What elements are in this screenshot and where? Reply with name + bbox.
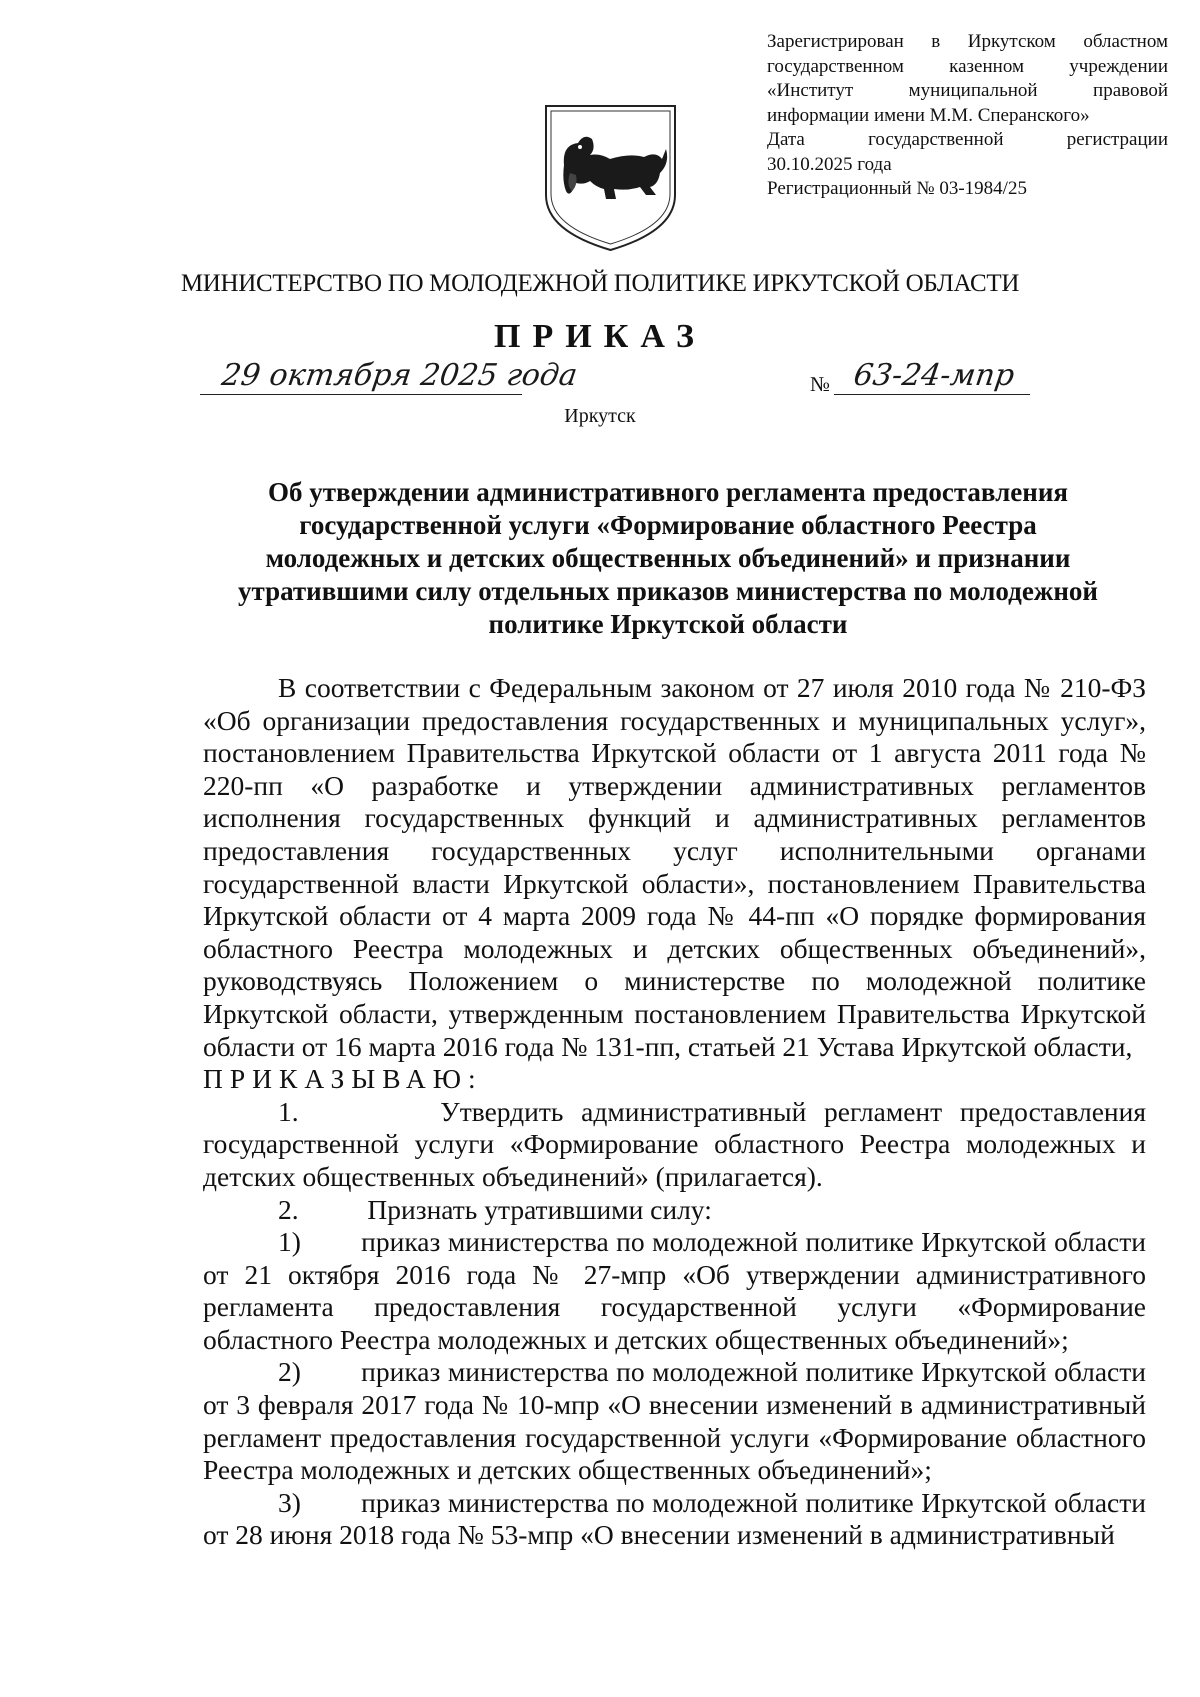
- sub-item-marker: 2): [278, 1356, 301, 1388]
- sub-item: [203, 1226, 1146, 1356]
- sub-item-marker: 3): [278, 1486, 301, 1518]
- item-marker: 1.: [278, 1095, 299, 1127]
- registration-line: информации имени М.М. Сперанского»: [767, 104, 1090, 126]
- date-field: [200, 358, 580, 395]
- registration-line: «Институт муниципальной правовой: [767, 80, 1168, 101]
- registration-number: Регистрационный № 03-1984/25: [767, 178, 1027, 199]
- sub-item-marker: 1): [278, 1226, 301, 1258]
- item-marker: 2.: [278, 1193, 299, 1225]
- handwritten-number: 63-24-мпр: [851, 358, 1017, 393]
- order-word: ПРИКАЗЫВАЮ:: [203, 1063, 483, 1095]
- order-heading: [210, 476, 1126, 641]
- registration-line: государственном казенном учреждении: [767, 55, 1168, 77]
- registration-line: Зарегистрирован в Иркутском областном: [767, 31, 1168, 52]
- item-text: Признать утратившими силу:: [367, 1193, 712, 1225]
- order-body: [203, 672, 1146, 1552]
- item-text: Утвердить административный регламент предоставления государственной услуги «Формирование областного Реестра молодежных и детских общественных объединений» (прилагается).: [203, 1095, 1147, 1192]
- order-title: ПРИКАЗ: [494, 318, 706, 355]
- handwritten-date: 29 октября 2025 года: [219, 358, 580, 393]
- registration-line: Дата государственной регистрации: [767, 129, 1168, 150]
- order-item: [203, 1194, 1146, 1227]
- sub-item-text: приказ министерства по молодежной политике Иркутской области от 3 февраля 2017 года № 10-мпр «О внесении изменений в административный регламент предоставления государственной услуги «Формирование областного Реестра молодежных и детских общественных объединений»;: [203, 1356, 1147, 1486]
- irkutsk-coat-of-arms-icon: [540, 103, 681, 253]
- ministry-name: МИНИСТЕРСТВО ПО МОЛОДЕЖНОЙ ПОЛИТИКЕ ИРКУТСКОЙ ОБЛАСТИ: [180, 270, 1020, 297]
- sub-item: [203, 1356, 1146, 1486]
- heading-line: политике Иркутской области: [488, 609, 848, 639]
- number-field: [834, 358, 1030, 395]
- order-item: [203, 1096, 1146, 1194]
- city-name: Иркутск: [564, 405, 636, 427]
- heading-line: Об утверждении административного регламента предоставления: [268, 477, 1068, 507]
- preamble-paragraph: В соответствии с Федеральным законом от 27 июля 2010 года № 210-ФЗ «Об организации предоставления государственных и муниципальных услуг», постановлением Правительства Иркутской области от 1 августа 2011 года № 220-пп «О разработке и утверждении административных регламентов исполнения государственных функций и административных регламентов предоставления государственных услуг исполнительными органами государственной власти Иркутской области», постановлением Правительства Иркутской области от 4 марта 2009 года № 44-пп «О порядке формирования областного Реестра молодежных и детских общественных объединений», руководствуясь Положением о министерстве по молодежной политике Иркутской области, утвержденным постановлением Правительства Иркутской области от 16 марта 2016 года № 131-пп, статьей 21 Устава Иркутской области,: [203, 672, 1146, 1062]
- registration-date: 30.10.2025 года: [767, 153, 892, 175]
- heading-line: молодежных и детских общественных объединений» и признании: [265, 543, 1071, 573]
- sub-item: [203, 1487, 1146, 1552]
- registration-stamp: [767, 30, 1168, 202]
- heading-line: утратившими силу отдельных приказов министерства по молодежной: [237, 576, 1098, 606]
- number-label: №: [810, 372, 831, 396]
- heading-line: государственной услуги «Формирование областного Реестра: [299, 510, 1037, 540]
- sub-item-text: приказ министерства по молодежной политике Иркутской области от 28 июня 2018 года № 53-мпр «О внесении изменений в административный: [203, 1486, 1147, 1551]
- sub-item-text: приказ министерства по молодежной политике Иркутской области от 21 октября 2016 года № 27-мпр «Об утверждении административного регламента предоставления государственной услуги «Формирование областного Реестра молодежных и детских общественных объединений»;: [203, 1226, 1147, 1355]
